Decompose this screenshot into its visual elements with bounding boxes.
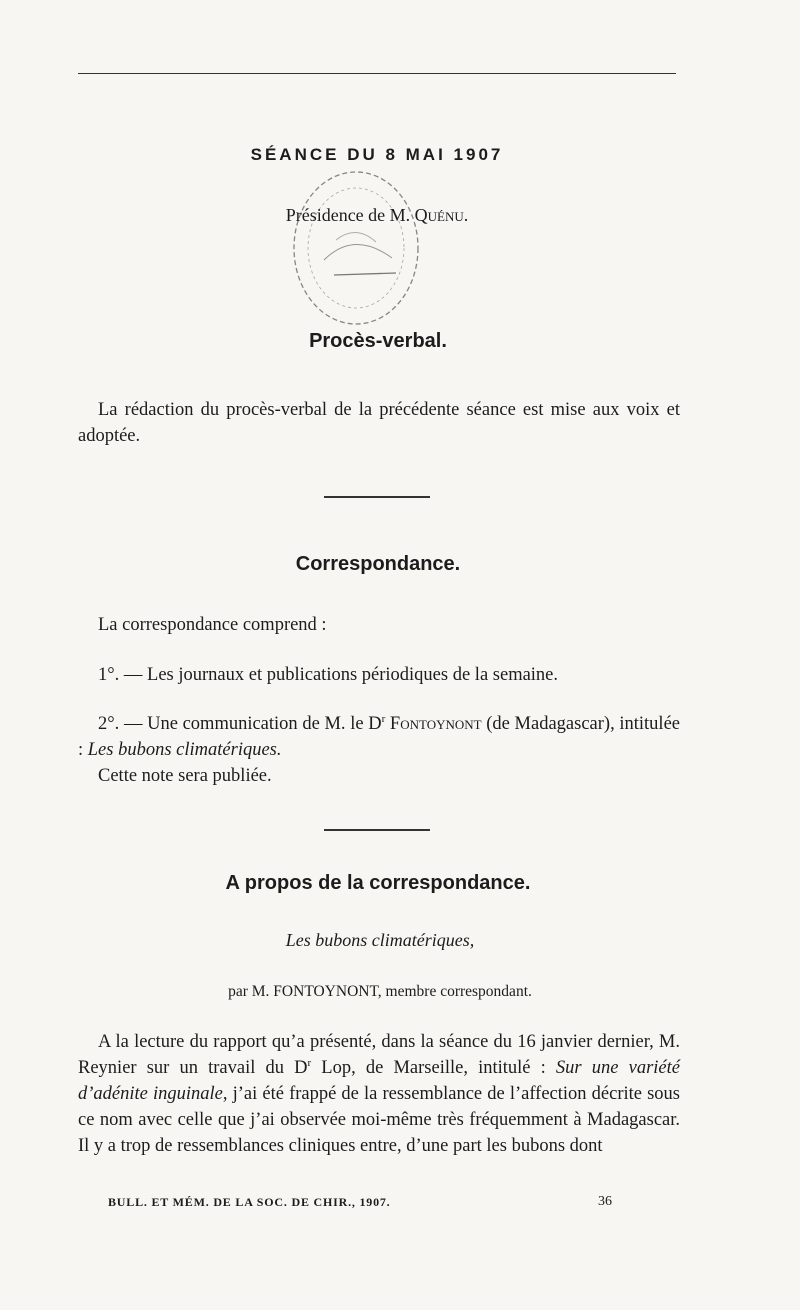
item2-title: Les bubons climatériques. — [87, 740, 282, 760]
item2-sup: r — [381, 712, 386, 725]
paragraph-text-a: A la lecture du rapport qu’a présenté, dans la séance du 16 janvier dernier, M. Reynier sur un travail du D — [78, 1032, 680, 1078]
paragraph-text-c: , j’ai été frappé de la ressemblance de l’affection décrite sous ce nom avec celle que j’ai observée moi-même très fréquemment à Madagascar. Il y a trop de ressemblances cliniques entre, d’une part les bubons dont — [78, 1084, 680, 1156]
presidency-prefix: Présidence de M. — [285, 205, 415, 225]
article-subtitle: Les bubons climatériques, — [285, 930, 475, 950]
article-byline: par M. FONTOYNONT, membre correspondant. — [228, 983, 532, 1000]
item2-text-a: 2°. — Une communication de M. le D — [98, 714, 382, 734]
item2-text-b: (de Madagascar), intitulée : — [78, 714, 680, 760]
apropos-title: A propos de la correspondance. — [225, 872, 531, 894]
session-heading: SÉANCE DU 8 MAI 1907 — [250, 145, 504, 164]
top-rule — [78, 73, 676, 74]
page-number: 36 — [598, 1194, 612, 1209]
section-divider — [324, 829, 430, 831]
correspondance-item-2 — [78, 711, 680, 763]
paragraph-title: Sur une variété d’adénite inguinale — [78, 1058, 680, 1104]
article-paragraph — [78, 1029, 680, 1159]
proces-verbal-text: La rédaction du procès-verbal de la précédente séance est mise aux voix et adoptée. — [78, 400, 680, 446]
presidency-suffix: . — [463, 205, 469, 225]
section-divider — [324, 496, 430, 498]
footer-citation: BULL. ET MÉM. DE LA SOC. DE CHIR., 1907. — [108, 1195, 391, 1209]
correspondance-intro: La correspondance comprend : — [98, 615, 327, 635]
president-name: Quénu — [414, 205, 464, 225]
correspondance-item-1: 1°. — Les journaux et publications périodiques de la semaine. — [98, 665, 559, 685]
item2-author: Fontoynont — [385, 714, 482, 734]
paragraph-sup: r — [307, 1056, 312, 1069]
correspondance-title: Correspondance. — [295, 553, 461, 575]
presidency-line — [0, 205, 754, 226]
paragraph-text-b: Lop, de Marseille, intitulé : — [311, 1058, 556, 1078]
proces-verbal-title: Procès-verbal. — [309, 330, 447, 352]
correspondance-note: Cette note sera publiée. — [98, 766, 272, 786]
library-stamp-icon — [284, 160, 424, 330]
